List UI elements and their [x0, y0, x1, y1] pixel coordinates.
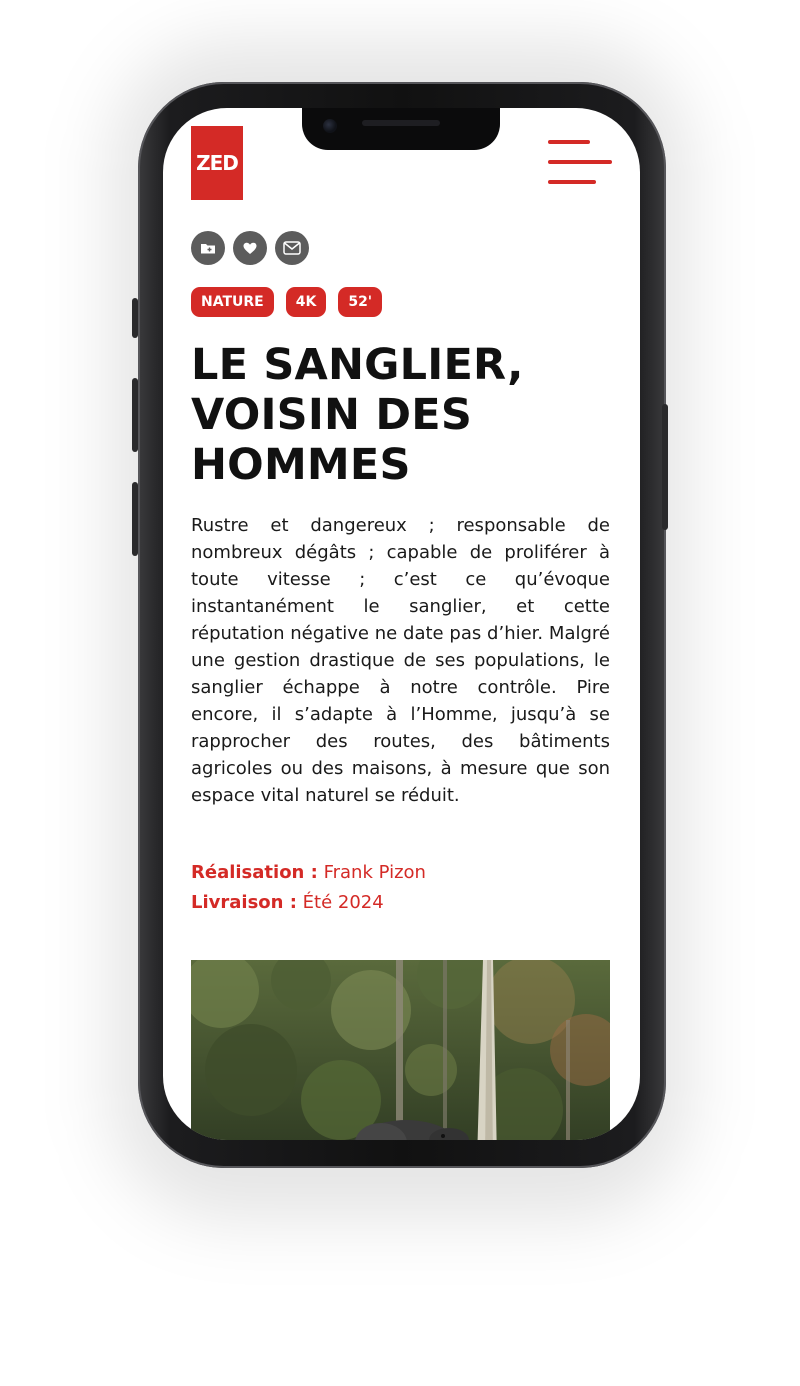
action-icons: [191, 231, 309, 265]
delivery-value: Été 2024: [302, 892, 384, 913]
logo-text: ZED: [196, 151, 238, 175]
menu-line-bottom: [548, 180, 596, 184]
documentary-photo[interactable]: [191, 960, 610, 1140]
menu-icon[interactable]: [548, 140, 612, 186]
tag-genre[interactable]: NATURE: [191, 287, 274, 317]
email-button[interactable]: [275, 231, 309, 265]
direction-value: Frank Pizon: [323, 862, 426, 883]
folder-plus-icon: [200, 241, 216, 255]
notch-speaker: [362, 120, 440, 126]
direction-label: Réalisation :: [191, 862, 318, 883]
notch-camera: [323, 119, 337, 133]
synopsis: Rustre et dangereux ; responsable de nombreux dégâts ; capable de proliférer à toute vitesse ; c’est ce qu’évoque instantanément le sanglier, et cette réputation négative ne date pas d’hier. Malgré une gestion drastique de ses populations, le sanglier échappe à notre contrôle. Pire encore, il s’adapte à l’Homme, jusqu’à se rapprocher des routes, des bâtiments agricoles ou des maisons, à mesure que son espace vital naturel se réduit.: [191, 515, 610, 806]
page-title: LE SANGLIER, VOISIN DES HOMMES: [191, 340, 524, 490]
phone-volume-up: [132, 378, 138, 452]
menu-line-top: [548, 140, 590, 144]
phone-screen: [163, 108, 640, 1140]
tag-duration[interactable]: 52': [338, 287, 382, 317]
zed-logo[interactable]: [191, 126, 243, 200]
phone-silent-switch: [132, 298, 138, 338]
add-to-folder-button[interactable]: [191, 231, 225, 265]
tag-resolution[interactable]: 4K: [286, 287, 327, 317]
delivery-label: Livraison :: [191, 892, 297, 913]
credit-direction: [191, 858, 611, 888]
phone-volume-down: [132, 482, 138, 556]
credit-delivery: [191, 888, 611, 918]
phone-power-button: [662, 404, 668, 530]
favorite-button[interactable]: [233, 231, 267, 265]
mail-icon: [283, 241, 301, 255]
heart-icon: [243, 242, 257, 255]
tag-list: [191, 287, 382, 317]
forest-boar-image: [191, 960, 610, 1140]
menu-line-middle: [548, 160, 612, 164]
